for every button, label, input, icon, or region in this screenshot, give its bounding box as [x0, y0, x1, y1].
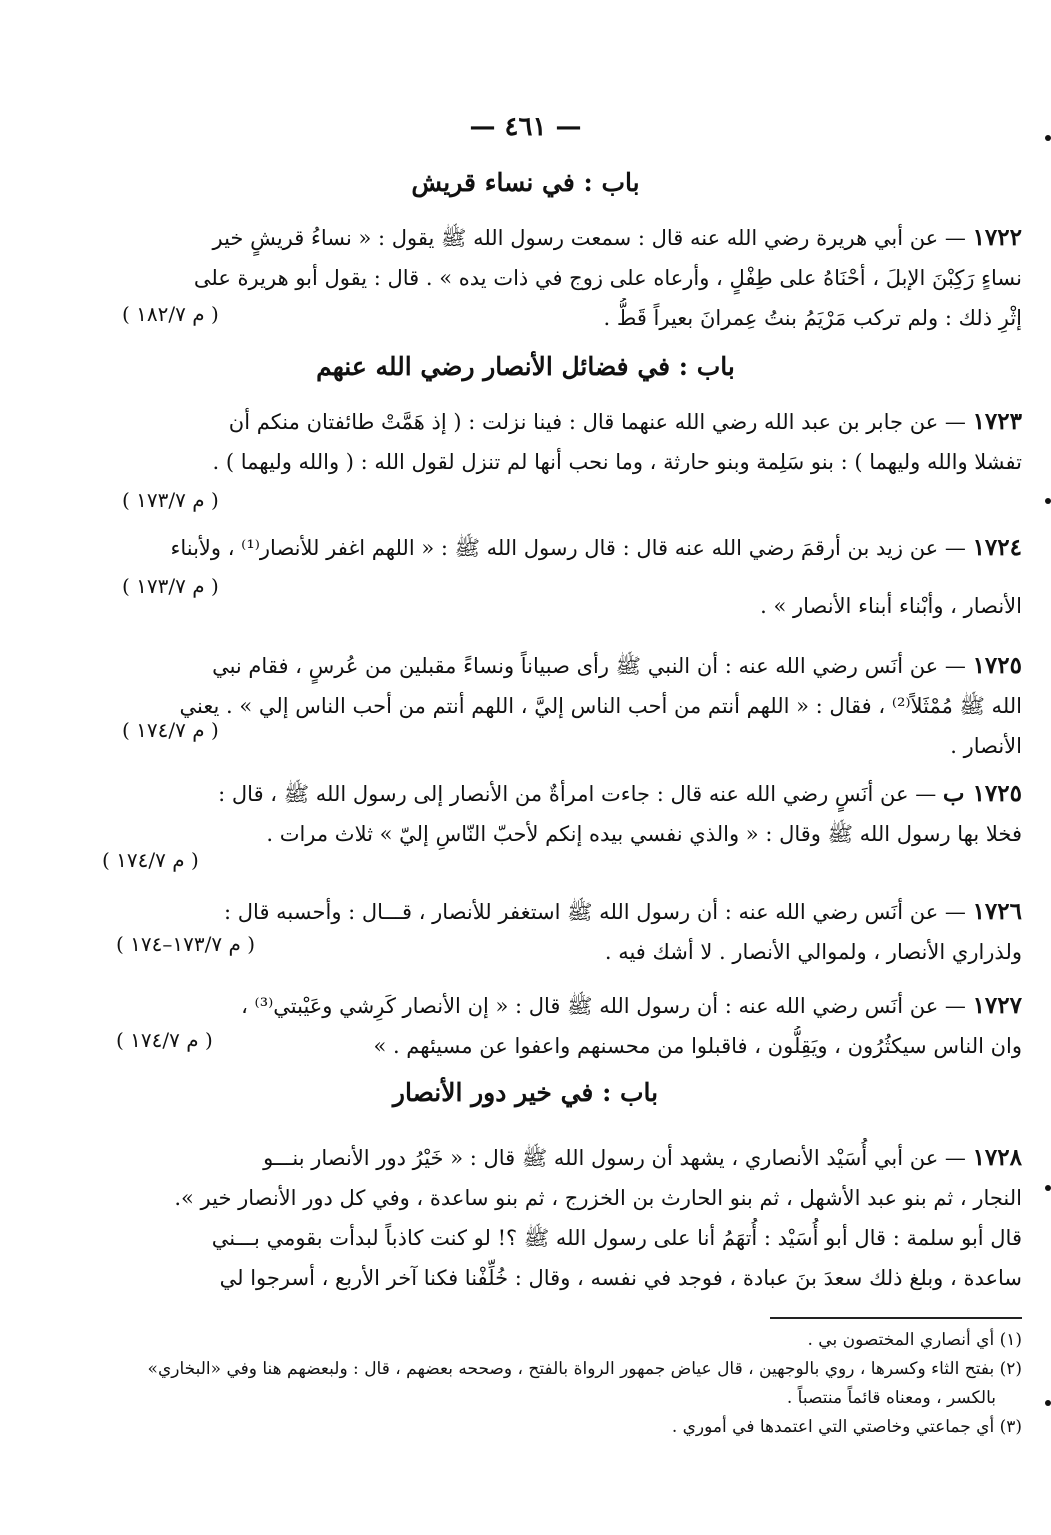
hadith-reference: ( م ١٧٤/٧ ) — [122, 718, 219, 742]
hadith-reference: ( م ١٨٢/٧ ) — [122, 302, 219, 326]
hadith-line: الأنصار ، وأبْناء أبناء الأنصار » . — [760, 594, 1022, 618]
footnote-1: (١) أي أنصاري المختصون بي . — [807, 1330, 1022, 1350]
hadith-1725b — [100, 774, 1022, 854]
footnote-3: (٣) أي جماعتي وخاصتي التي اعتمدها في أموري . — [671, 1417, 1022, 1437]
hadith-1728 — [100, 1138, 1022, 1298]
hadith-reference: ( م ١٧٣/٧ ) — [122, 488, 219, 512]
hadith-line — [100, 646, 1022, 686]
hadith-line: تفشلا والله وليهما ) : بنو سَلِمة وبنو حارثة ، وما نحب أنها لم تنزل لقول الله : ( والله وليهما ) . — [212, 450, 1022, 474]
hadith-number: ١٧٢٨ — [972, 1144, 1022, 1171]
hadith-line: قال أبو سلمة : قال أبو أُسَيْد : أُتهَمُ أنا على رسول الله ﷺ ؟! لو كنت كاذباً لبدأت بقومي بـــني — [211, 1226, 1022, 1250]
hadith-number: ١٧٢٣ — [972, 408, 1022, 435]
footnote-2-continuation: بالكسر ، ومعناه قائماً منتصباً . — [786, 1388, 996, 1408]
footnote-divider — [770, 1317, 1022, 1319]
hadith-text: — عن زيد بن أرقمَ رضي الله عنه قال : قال رسول الله ﷺ : « اللهم اغفر للأنصار⁽¹⁾ ، ولأبناء — [170, 536, 973, 560]
hadith-number: ١٧٢٦ — [972, 898, 1022, 925]
hadith-line — [100, 402, 1022, 442]
hadith-line: نساءٍ رَكِبْنَ الإبلَ ، أحْنَاهُ على طِفْلٍ ، وأرعاه على زوج في ذات يده » . قال : يقول أبو هريرة على — [193, 266, 1022, 290]
hadith-number: ١٧٢٧ — [972, 992, 1022, 1019]
page-number: — ٤٦١ — — [469, 112, 582, 142]
hadith-line: النجار ، ثم بنو عبد الأشهل ، ثم بنو الحارث بن الخزرج ، ثم بنو ساعدة ، وفي كل دور الأنصار خير ». — [174, 1186, 1022, 1210]
chapter-heading-quraysh-women: باب : في نساء قريش — [411, 168, 640, 197]
hadith-line — [100, 1138, 1022, 1178]
hadith-line — [100, 218, 1022, 258]
hadith-line — [100, 528, 1022, 568]
hadith-line: ساعدة ، وبلغ ذلك سعدَ بنَ عبادة ، فوجد في نفسه ، وقال : خُلِّفْنا فكنا آخر الأربع ، أسرجوا لي — [219, 1266, 1022, 1290]
hadith-1727 — [100, 986, 1022, 1066]
hadith-1722 — [100, 218, 1022, 338]
chapter-heading-ansar-virtues: باب : في فضائل الأنصار رضي الله عنهم — [316, 352, 735, 381]
hadith-text: — عن أبي هريرة رضي الله عنه قال : سمعت رسول الله ﷺ يقول : « نساءُ قريشٍ خير — [212, 226, 973, 250]
hadith-number: ١٧٢٢ — [972, 224, 1022, 251]
margin-mark — [1045, 1185, 1051, 1191]
hadith-text: — عن أنَسٍ رضي الله عنه قال : جاءت امرأةٌ من الأنصار إلى رسول الله ﷺ ، قال : — [218, 782, 943, 806]
hadith-1723 — [100, 402, 1022, 482]
hadith-reference: ( م ١٧٤/٧ ) — [102, 848, 199, 872]
hadith-line — [100, 986, 1022, 1026]
hadith-text: — عن أبي أُسَيْد الأنصاري ، يشهد أن رسول الله ﷺ قال : « خَيْرُ دور الأنصار بنـــو — [263, 1146, 973, 1170]
hadith-text: إثْرِ ذلك : ولم تركب مَرْيَمُ بنتُ عِمرانَ بعيراً قَطُّ . — [603, 306, 1022, 330]
margin-mark — [1045, 1400, 1051, 1406]
chapter-heading-best-ansar-houses: باب : في خير دور الأنصار — [392, 1078, 659, 1107]
hadith-line — [100, 774, 1022, 814]
hadith-number: ١٧٢٤ — [972, 534, 1022, 561]
margin-mark — [1045, 135, 1051, 141]
hadith-1724 — [100, 528, 1022, 626]
hadith-reference: ( م ١٧٤/٧ ) — [116, 1028, 213, 1052]
margin-mark — [1045, 498, 1051, 504]
hadith-number: ١٧٢٥ ب — [942, 780, 1022, 807]
hadith-line: الله ﷺ مُمْثَلاً⁽²⁾ ، فقال : « اللهم أنتم من أحب الناس إليَّ ، اللهم أنتم من أحب الناس إلي » . يعني — [179, 694, 1022, 718]
hadith-line: فخلا بها رسول الله ﷺ وقال : « والذي نفسي بيده إنكم لأحبّ النّاسِ إليّ » ثلاث مرات . — [266, 822, 1022, 846]
hadith-line: ولذراري الأنصار ، ولموالي الأنصار . لا أشك فيه . — [604, 940, 1022, 964]
footnotes — [100, 1326, 1022, 1442]
hadith-text: — عن جابر بن عبد الله رضي الله عنهما قال : فينا نزلت : ( إذ هَمَّتْ طائفتان منكم أن — [228, 410, 973, 434]
hadith-reference: ( م ١٧٣/٧–١٧٤ ) — [116, 932, 256, 956]
footnote-2: (٢) بفتح الثاء وكسرها ، روي بالوجهين ، قال عياض جمهور الرواة بالفتح ، وصححه بعضهم ، قال : ولبعضهم هنا وفي «البخاري» — [147, 1359, 1022, 1379]
hadith-line — [100, 298, 1022, 338]
hadith-text: — عن أنَس رضي الله عنه : أن رسول الله ﷺ قال : « إن الأنصار كَرِشي وعَيْبتي⁽³⁾ ، — [241, 994, 973, 1018]
hadith-text: — عن أنَس رضي الله عنه : أن رسول الله ﷺ استغفر للأنصار ، قـــال : وأحسبه قال : — [224, 900, 973, 924]
hadith-1725 — [100, 646, 1022, 766]
hadith-reference: ( م ١٧٣/٧ ) — [122, 574, 219, 598]
hadith-number: ١٧٢٥ — [972, 652, 1022, 679]
hadith-text: — عن أنَس رضي الله عنه : أن النبي ﷺ رأى صبياناً ونساءً مقبلين من عُرسٍ ، فقام نبي — [212, 654, 973, 678]
hadith-line: وان الناس سيكثُرُون ، ويَقِلُّون ، فاقبلوا من محسنهم واعفوا عن مسيئهم . » — [373, 1034, 1022, 1058]
hadith-line: الأنصار . — [950, 734, 1022, 758]
